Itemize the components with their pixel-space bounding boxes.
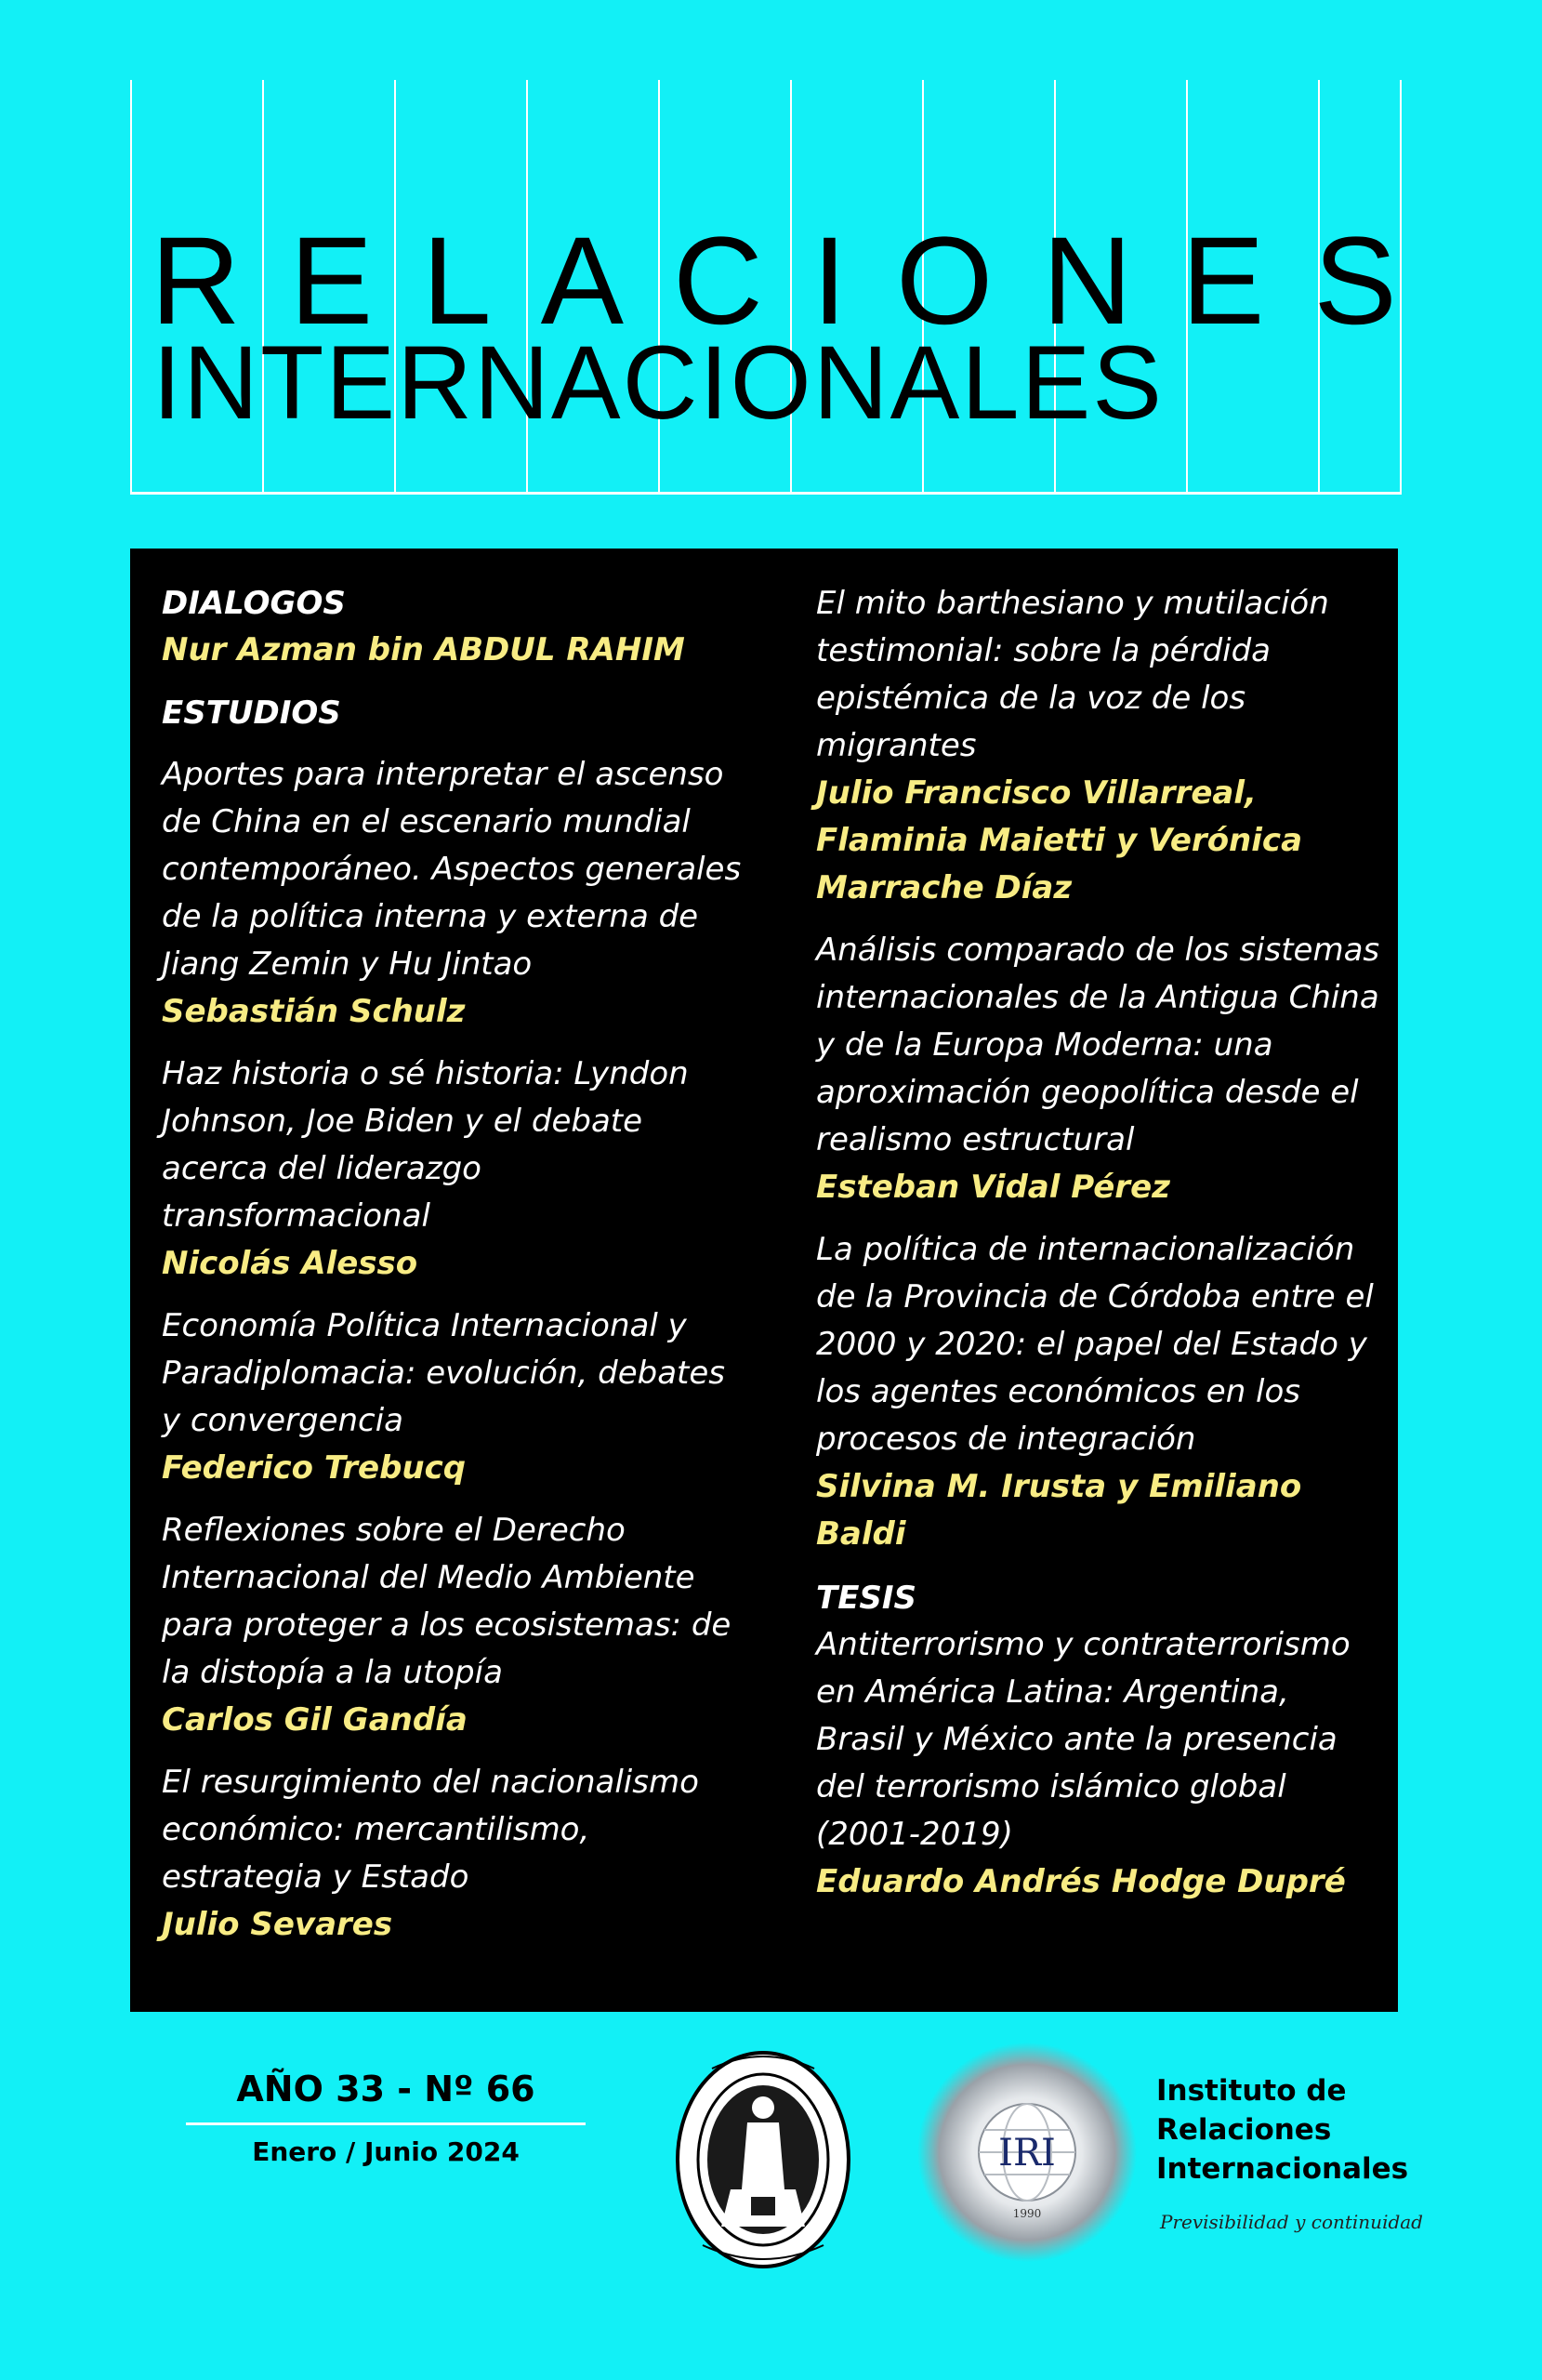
article-title: Aportes para interpretar el ascenso de China en el escenario mundial contemporáneo. Aspectos generales de la política interna y externa de Jiang Zemin y Hu Jintao	[162, 756, 742, 983]
unlp-seal-icon	[675, 2050, 851, 2269]
article-entry	[162, 1507, 747, 1744]
article-author: Eduardo Andrés Hodge Dupré	[816, 1863, 1346, 1900]
section-heading: ESTUDIOS	[162, 694, 341, 732]
article-author: Julio Francisco Villarreal, Flaminia Maietti y Verónica Marrache Díaz	[816, 774, 1303, 906]
contents-panel	[130, 549, 1398, 2012]
institute-name-line: Instituto de	[1156, 2074, 1347, 2108]
section-heading: DIALOGOS	[162, 585, 346, 622]
article-author: Carlos Gil Gandía	[162, 1701, 468, 1739]
article-author: Federico Trebucq	[162, 1449, 467, 1487]
article-title: Antiterrorismo y contraterrorismo en América Latina: Argentina, Brasil y México ante la presencia del terrorismo islámico global (2001-2019)	[816, 1626, 1351, 1853]
institute-name-line: Relaciones	[1156, 2113, 1332, 2147]
article-author: Sebastián Schulz	[162, 993, 466, 1030]
article-title: El mito barthesiano y mutilación testimonial: sobre la pérdida epistémica de la voz de los migrantes	[816, 585, 1329, 764]
article-entry	[816, 927, 1383, 1211]
article-entry	[162, 1302, 747, 1492]
article-title: El resurgimiento del nacionalismo económico: mercantilismo, estrategia y Estado	[162, 1764, 699, 1896]
institute-motto: Previsibilidad y continuidad	[1160, 2211, 1423, 2233]
article-author: Silvina M. Irusta y Emiliano Baldi	[816, 1468, 1302, 1553]
article-author: Julio Sevares	[162, 1906, 393, 1943]
issue-divider	[186, 2122, 586, 2125]
institute-name-line: Internacionales	[1156, 2152, 1409, 2186]
article-entry	[162, 1051, 747, 1288]
article-entry	[816, 580, 1383, 912]
iri-logo-icon	[916, 2041, 1139, 2264]
article-title: Haz historia o sé historia: Lyndon Johnson, Joe Biden y el debate acerca del liderazgo transformacional	[162, 1055, 689, 1235]
article-entry	[816, 1226, 1383, 1558]
iri-mark: IRI	[998, 2132, 1056, 2175]
issue-number: AÑO 33 - Nº 66	[236, 2069, 535, 2109]
article-entry	[816, 1621, 1383, 1906]
institute-name	[1156, 2071, 1408, 2188]
article-title: La política de internacionalización de la Provincia de Córdoba entre el 2000 y 2020: el papel del Estado y los agentes económicos en los procesos de integración	[816, 1231, 1374, 1458]
journal-title-line1: RELACIONES	[151, 212, 1446, 350]
iri-year: 1990	[1012, 2207, 1042, 2220]
issue-info	[186, 2069, 586, 2167]
issue-date: Enero / Junio 2024	[252, 2136, 520, 2167]
article-author: Nur Azman bin ABDUL RAHIM	[162, 631, 685, 668]
article-author: Esteban Vidal Pérez	[816, 1169, 1170, 1206]
article-title: Economía Política Internacional y Paradiplomacia: evolución, debates y convergencia	[162, 1307, 726, 1439]
article-author: Nicolás Alesso	[162, 1245, 418, 1282]
frame-baseline	[130, 492, 1402, 495]
section-heading: TESIS	[816, 1580, 917, 1617]
contents-right-column	[816, 580, 1383, 1906]
contents-left-column	[162, 580, 747, 1949]
article-entry	[162, 751, 747, 1036]
title-frame	[130, 80, 1446, 495]
article-entry	[162, 1759, 747, 1949]
article-title: Análisis comparado de los sistemas internacionales de la Antigua China y de la Europa Moderna: una aproximación geopolítica desde el realismo estructural	[816, 932, 1380, 1158]
journal-title-line2: INTERNACIONALES	[152, 324, 1164, 441]
article-title: Reflexiones sobre el Derecho Internacional del Medio Ambiente para proteger a los ecosistemas: de la distopía a la utopía	[162, 1512, 731, 1691]
